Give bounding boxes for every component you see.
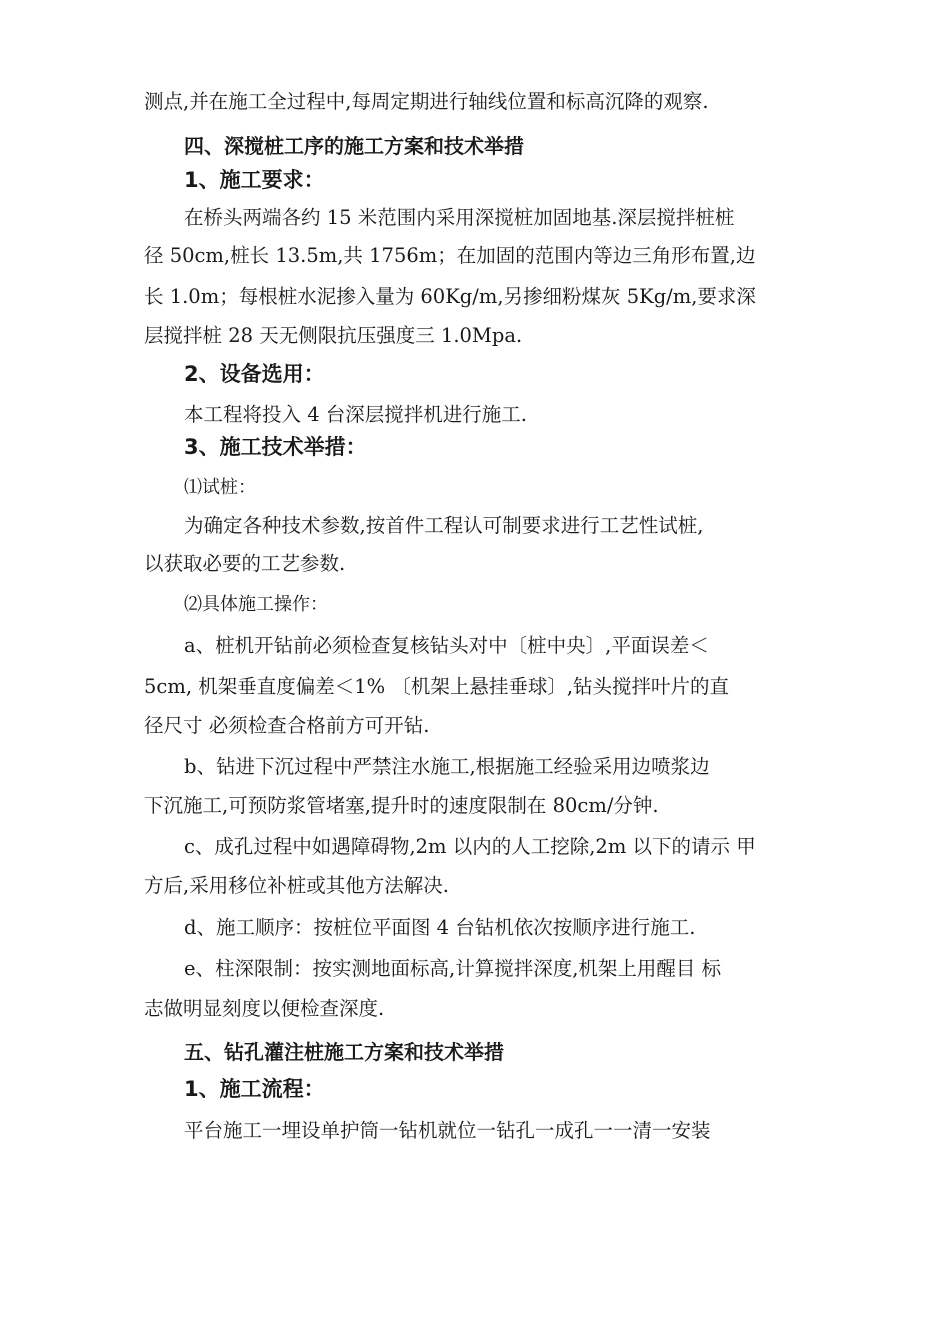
text-line: 本工程将投入 4 台深层搅拌机进行施工. xyxy=(184,403,528,426)
text-line: 下沉施工,可预防浆管堵塞,提升时的速度限制在 80cm/分钟. xyxy=(144,794,659,817)
section-heading: 五、钻孔灌注桩施工方案和技术举措 xyxy=(184,1040,504,1064)
text-line: b、钻进下沉过程中严禁注水施工,根据施工经验采用边喷浆边 xyxy=(184,755,710,778)
subsection-heading: 1、施工要求： xyxy=(184,168,325,192)
text-line: 志做明显刻度以便检查深度. xyxy=(144,997,385,1020)
subsection-heading: 2、设备选用： xyxy=(184,362,325,386)
text-line: c、成孔过程中如遇障碍物,2m 以内的人工挖除,2m 以下的请示 甲 xyxy=(184,835,756,858)
text-line: e、柱深限制：按实测地面标高,计算搅拌深度,机架上用醒目 标 xyxy=(184,957,722,980)
text-line: d、施工顺序：按桩位平面图 4 台钻机依次按顺序进行施工. xyxy=(184,916,696,939)
text-line: 5cm, 机架垂直度偏差＜1% 〔机架上悬挂垂球〕,钻头搅拌叶片的直 xyxy=(144,675,730,698)
text-line: 为确定各种技术参数,按首件工程认可制要求进行工艺性试桩, xyxy=(184,514,704,537)
text-line: 以获取必要的工艺参数. xyxy=(144,552,346,575)
section-heading: 四、深搅桩工序的施工方案和技术举措 xyxy=(184,134,524,158)
text-line: 方后,采用移位补桩或其他方法解决. xyxy=(144,874,449,897)
text-line: 在桥头两端各约 15 米范围内采用深搅桩加固地基.深层搅拌桩桩 xyxy=(184,206,735,229)
subsection-heading: 3、施工技术举措： xyxy=(184,435,367,459)
text-line: 径尺寸 必须检查合格前方可开钻. xyxy=(144,714,430,737)
text-line: 层搅拌桩 28 天无侧限抗压强度三 1.0Mpa. xyxy=(144,324,523,347)
text-line: 径 50cm,桩长 13.5m,共 1756m；在加固的范围内等边三角形布置,边 xyxy=(144,244,756,267)
text-line: 长 1.0m；每根桩水泥掺入量为 60Kg/m,另掺细粉煤灰 5Kg/m,要求深 xyxy=(144,285,756,308)
item-label: ⑵具体施工操作： xyxy=(184,594,328,615)
text-line: a、桩机开钻前必须检查复核钻头对中〔桩中央〕,平面误差＜ xyxy=(184,634,709,657)
subsection-heading: 1、施工流程： xyxy=(184,1077,325,1101)
text-line: 测点,并在施工全过程中,每周定期进行轴线位置和标高沉降的观察. xyxy=(144,90,709,113)
text-line: 平台施工一埋设单护筒一钻机就位一钻孔一成孔一一清一安装 xyxy=(184,1119,711,1142)
item-label: ⑴试桩： xyxy=(184,477,256,498)
